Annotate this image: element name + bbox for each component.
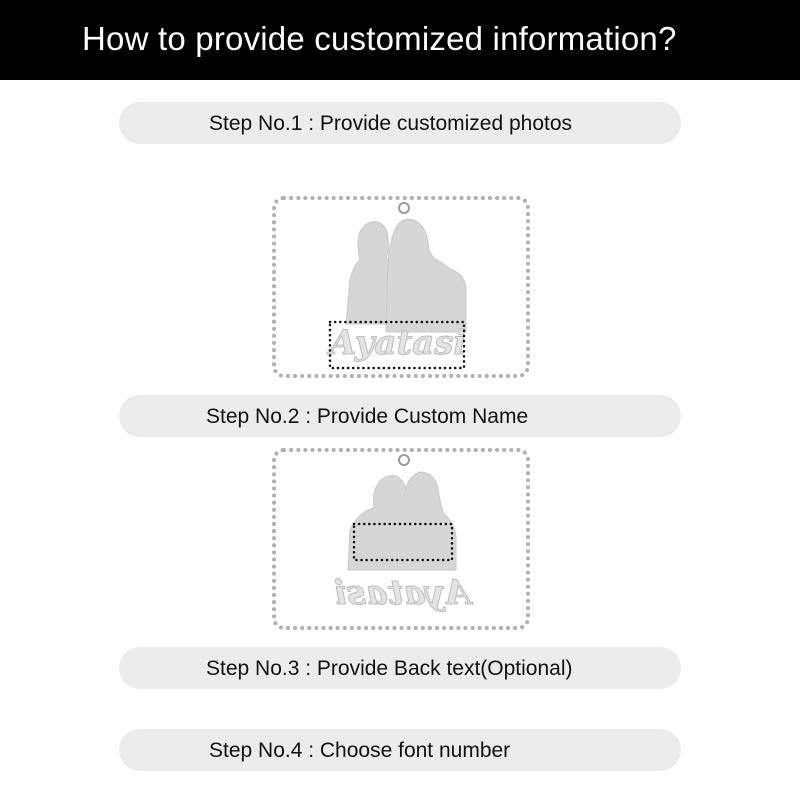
mirrored-name-text: Ayatasi xyxy=(333,573,471,613)
pendant-back-illustration xyxy=(268,444,534,634)
hanging-loop-icon xyxy=(399,203,409,213)
custom-name-text: Ayatasi xyxy=(329,323,467,363)
pendant-front-illustration xyxy=(268,192,534,382)
couple-silhouette-back-icon xyxy=(348,472,456,570)
step-2-label: Step No.2 : Provide Custom Name xyxy=(206,405,529,428)
step-1-label: Step No.1 : Provide customized photos xyxy=(209,112,573,135)
step-3-pill xyxy=(119,647,681,689)
step-1-pill xyxy=(119,102,681,144)
header-bar xyxy=(0,0,800,80)
step-4-pill xyxy=(119,729,681,771)
step-4-label: Step No.4 : Choose font number xyxy=(209,739,511,762)
hanging-loop-icon xyxy=(399,455,409,465)
page-title: How to provide customized information? xyxy=(82,20,677,57)
step-2-pill xyxy=(119,395,681,437)
couple-silhouette-icon xyxy=(346,219,466,332)
step-3-label: Step No.3 : Provide Back text(Optional) xyxy=(206,657,573,680)
